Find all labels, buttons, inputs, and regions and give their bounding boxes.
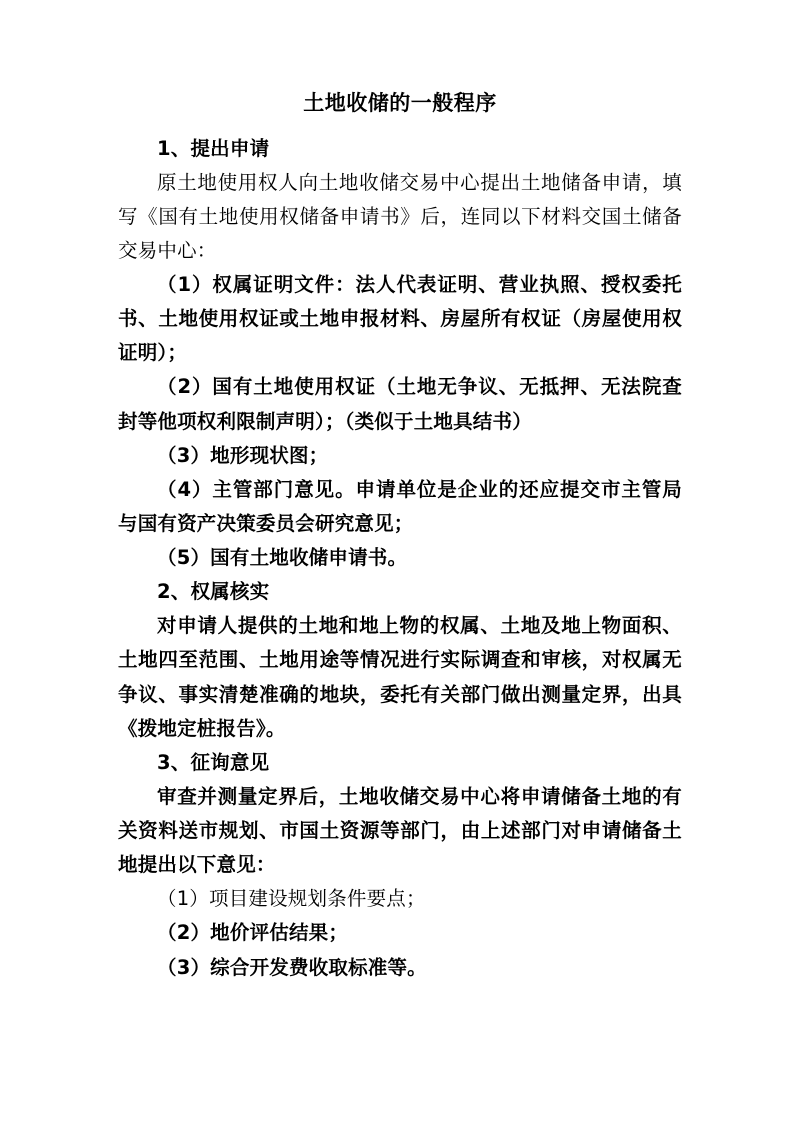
paragraph-section-2-heading: 2、权属核实 xyxy=(157,580,270,604)
paragraph-item-1-2: （2）国有土地使用权证（土地无争议、无抵押、无法院查封等他项权利限制声明）；（类似于土地具结书） xyxy=(118,375,682,433)
paragraph-application-intro: 原土地使用权人向土地收储交易中心提出土地储备申请，填写《国有土地使用权储备申请书》后，连同以下材料交国土储备交易中心： xyxy=(118,170,682,262)
paragraph-item-1-4: （4）主管部门意见。申请单位是企业的还应提交市主管局与国有资产决策委员会研究意见； xyxy=(118,477,682,535)
paragraph-section-3-body: 审查并测量定界后，土地收储交易中心将申请储备土地的有关资料送市规划、市国土资源等部门，由上述部门对申请储备土地提出以下意见： xyxy=(118,784,682,877)
document-body xyxy=(118,132,682,985)
paragraph-item-1-1: （1）权属证明文件：法人代表证明、营业执照、授权委托书、土地使用权证或土地申报材料、房屋所有权证（房屋使用权证明）； xyxy=(118,273,682,365)
paragraph-item-1-3: （3）地形现状图； xyxy=(157,443,329,467)
paragraph-section-1-heading: 1、提出申请 xyxy=(157,136,270,160)
paragraph-item-3-2: （2）地价评估结果； xyxy=(157,921,349,945)
page-title: 土地收储的一般程序 xyxy=(303,91,497,115)
paragraph-item-3-3: （3）综合开发费收取标准等。 xyxy=(157,955,427,979)
paragraph-item-3-1: （1）项目建设规划条件要点； xyxy=(157,887,426,911)
paragraph-section-2-body: 对申请人提供的土地和地上物的权属、土地及地上物面积、土地四至范围、土地用途等情况进行实际调查和审核，对权属无争议、事实清楚准确的地块，委托有关部门做出测量定界，出具《拨地定桩报告》。 xyxy=(118,614,682,740)
paragraph-item-1-5: （5）国有土地收储申请书。 xyxy=(157,546,408,569)
paragraph-section-3-heading: 3、征询意见 xyxy=(157,750,270,774)
